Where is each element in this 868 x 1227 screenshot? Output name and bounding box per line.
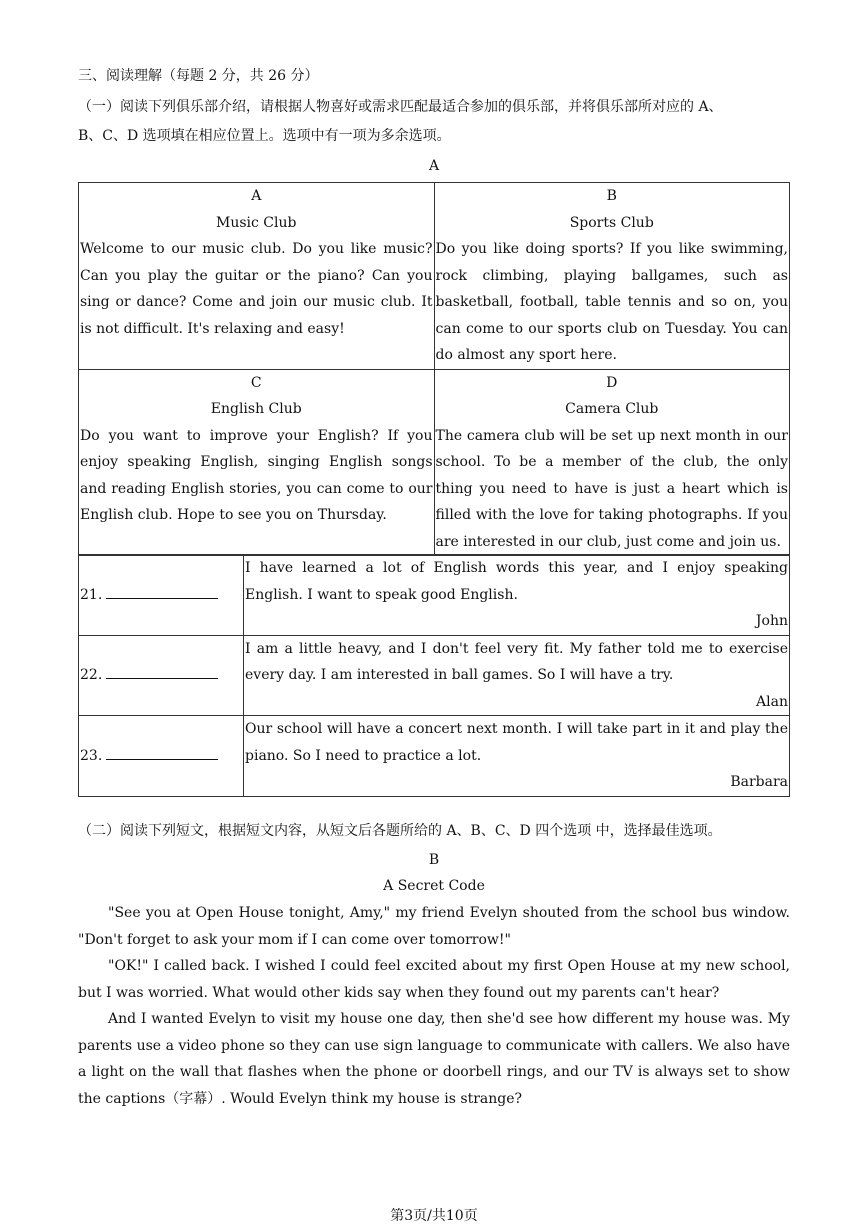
question-number-cell[interactable] [79,555,244,636]
question-statement-cell [244,635,790,716]
club-table [78,182,790,556]
speaker-name: Alan [756,693,788,710]
club-letter: D [606,374,618,391]
question-number: 21. [80,586,103,603]
question-number: 23. [80,747,103,764]
question-number-cell[interactable] [79,716,244,797]
part1-instruction-line1: （一）阅读下列俱乐部介绍，请根据人物喜好或需求匹配最适合参加的俱乐部，并将俱乐部所对应的 A、 [78,99,723,115]
section-title: 三、阅读理解（每题 2 分，共 26 分） [78,68,319,84]
question-statement: I am a little heavy, and I don't feel very fit. My father told me to exercise every day. I am interested in ball games. So I will have a try. [245,640,788,683]
passage-title: A Secret Code [383,878,485,894]
question-statement: I have learned a lot of English words this year, and I enjoy speaking English. I want to speak good English. [245,560,788,603]
speaker-name: John [755,613,788,629]
club-name: Music Club [216,214,297,231]
passage-a-letter: A [428,158,440,174]
answer-blank[interactable] [106,584,218,599]
question-number: 22. [80,667,103,683]
part1-instruction-line2: B、C、D 选项填在相应位置上。选项中有一项为多余选项。 [78,128,451,144]
answer-blank[interactable] [106,664,218,679]
club-description: The camera club will be set up next month in our school. To be a member of the club, the only thing you need to have is just a heart which is filled with the love for taking photographs. If you are interested in our club, just come and join us. [435,427,788,550]
question-statement-cell [244,716,790,797]
club-description: Do you want to improve your English? If you enjoy speaking English, singing English songs and reading English stories, you can come to our English club. Hope to see you on Thursday. [80,427,433,523]
club-name: Camera Club [565,401,659,417]
question-number-cell[interactable] [79,635,244,716]
answer-table [78,554,790,797]
answer-blank[interactable] [106,745,218,760]
passage-paragraph: "OK!" I called back. I wished I could feel excited about my first Open House at my new school, but I was worried. What would other kids say when they found out my parents can't hear? [78,958,790,1001]
club-letter: A [251,188,262,204]
passage-paragraph: "See you at Open House tonight, Amy," my friend Evelyn shouted from the school bus window. "Don't forget to ask your mom if I can come over tomorrow!" [78,905,790,948]
part2-instruction: （二）阅读下列短文，根据短文内容，从短文后各题所给的 A、B、C、D 四个选项 中，选择最佳选项。 [78,823,722,839]
club-cell-d [434,369,790,556]
passage-body [78,900,790,1112]
question-statement-cell [244,555,790,636]
speaker-name: Barbara [730,774,788,790]
passage-paragraph: And I wanted Evelyn to visit my house one day, then she'd see how different my house was. My parents use a video phone so they can use sign language to communicate with callers. We also have a light on the wall that flashes when the phone or doorbell rings, and our TV is always set to show the captions（字幕）. Would Evelyn think my house is strange? [78,1011,790,1107]
club-cell-b [434,183,790,370]
club-letter: B [606,188,617,204]
club-name: Sports Club [569,214,654,231]
passage-b-letter: B [428,852,440,868]
club-description: Welcome to our music club. Do you like music? Can you play the guitar or the piano? Can you sing or dance? Come and join our music club. It is not difficult. It's relaxing and easy! [80,241,433,337]
club-cell-c [79,369,435,556]
club-name: English Club [210,401,302,417]
page-footer: 第3页/共10页 [390,1208,478,1224]
club-cell-a [79,183,435,370]
club-letter: C [250,374,262,391]
question-statement: Our school will have a concert next month. I will take part in it and play the piano. So I need to practice a lot. [245,721,788,764]
club-description: Do you like doing sports? If you like swimming, rock climbing, playing ballgames, such as basketball, football, table tennis and so on, you can come to our sports club on Tuesday. You can do almost any sport here. [435,241,788,363]
